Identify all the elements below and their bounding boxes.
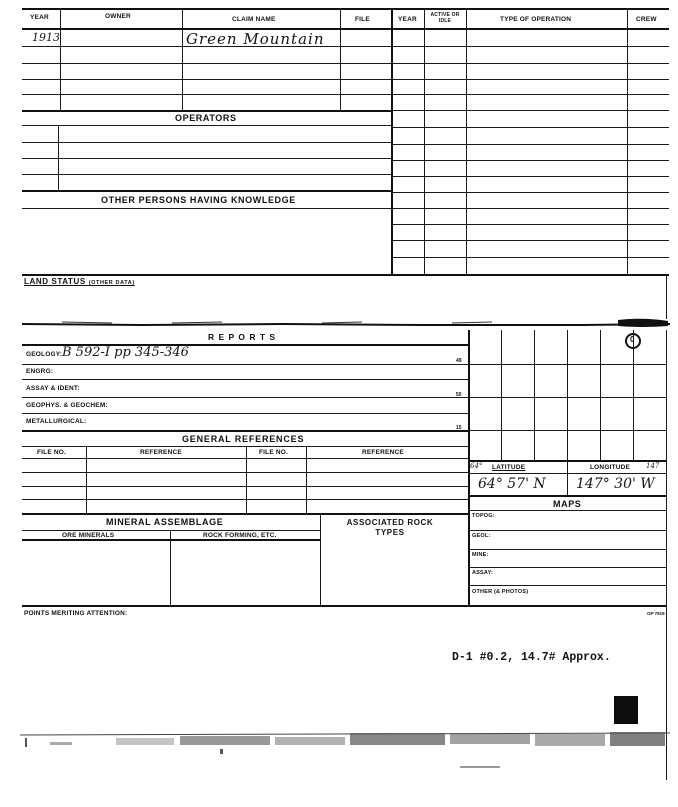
col-active-header: ACTIVE OR IDLE xyxy=(430,12,460,24)
maps-mine-label: MINE: xyxy=(472,552,489,558)
number-49: 49 xyxy=(456,358,462,364)
col-file-header: FILE xyxy=(355,16,370,23)
col-year-header: YEAR xyxy=(30,14,49,21)
col-crew-header: CREW xyxy=(636,16,657,23)
typed-note: D-1 #0.2, 14.7# Approx. xyxy=(452,651,611,664)
land-status-sub: (OTHER DATA) xyxy=(88,280,135,286)
row1-claim-name: Green Mountain xyxy=(186,30,325,48)
mineral-assemblage-title: MINERAL ASSEMBLAGE xyxy=(106,517,224,527)
registration-block xyxy=(614,696,638,724)
form-number: GP 7919 xyxy=(647,611,665,616)
maps-assay-label: ASSAY: xyxy=(472,570,494,576)
ref-reference-header-1: REFERENCE xyxy=(140,449,182,456)
scan-noise-band xyxy=(20,722,670,772)
ore-minerals-header: ORE MINERALS xyxy=(62,532,115,539)
latitude-label: LATITUDE xyxy=(492,464,526,471)
general-references-title: GENERAL REFERENCES xyxy=(182,434,305,444)
latitude-value: 64° 57' N xyxy=(478,476,546,492)
longitude-label: LONGITUDE xyxy=(590,464,631,471)
number-15: 15 xyxy=(456,425,462,431)
operators-title: OPERATORS xyxy=(175,113,237,123)
other-persons-title: OTHER PERSONS HAVING KNOWLEDGE xyxy=(101,195,296,205)
geology-label: GEOLOGY: xyxy=(26,351,63,358)
assay-ident-label: ASSAY & IDENT: xyxy=(26,385,80,392)
ref-file-no-header-1: FILE NO. xyxy=(37,449,67,456)
ref-file-no-header-2: FILE NO. xyxy=(259,449,289,456)
number-50: 50 xyxy=(456,392,462,398)
maps-geol-label: GEOL: xyxy=(472,533,491,539)
longitude-value: 147° 30' W xyxy=(576,476,655,492)
lon-suffix: 147 xyxy=(646,462,660,470)
row1-year: 1913 xyxy=(32,31,60,44)
maps-topog-label: TOPOG: xyxy=(472,513,495,519)
ref-reference-header-2: REFERENCE xyxy=(362,449,404,456)
col-claim-name-header: CLAIM NAME xyxy=(232,16,276,23)
section-divider xyxy=(22,316,670,330)
land-status-label: LAND STATUS xyxy=(24,277,86,286)
col-owner-header: OWNER xyxy=(105,13,131,20)
grid-marker-text: 0 xyxy=(630,335,635,344)
lat-prefix: 64° xyxy=(470,462,483,470)
maps-other-label: OTHER (& PHOTOS) xyxy=(472,589,529,595)
rock-forming-header: ROCK FORMING, ETC. xyxy=(203,532,277,539)
col-type-operation-header: TYPE OF OPERATION xyxy=(500,16,572,23)
land-status-title xyxy=(24,277,135,286)
geophys-label: GEOPHYS. & GEOCHEM: xyxy=(26,402,108,409)
points-label: POINTS MERITING ATTENTION: xyxy=(24,610,128,617)
maps-title: MAPS xyxy=(553,499,582,509)
reports-title: R E P O R T S xyxy=(208,332,277,342)
engrg-label: ENGRG: xyxy=(26,368,54,375)
geology-value: B 592-I pp 345-346 xyxy=(62,345,189,360)
metallurgical-label: METALLURGICAL: xyxy=(26,418,87,425)
col-year2-header: YEAR xyxy=(398,16,417,23)
associated-rock-types-title: ASSOCIATED ROCK TYPES xyxy=(346,518,434,537)
